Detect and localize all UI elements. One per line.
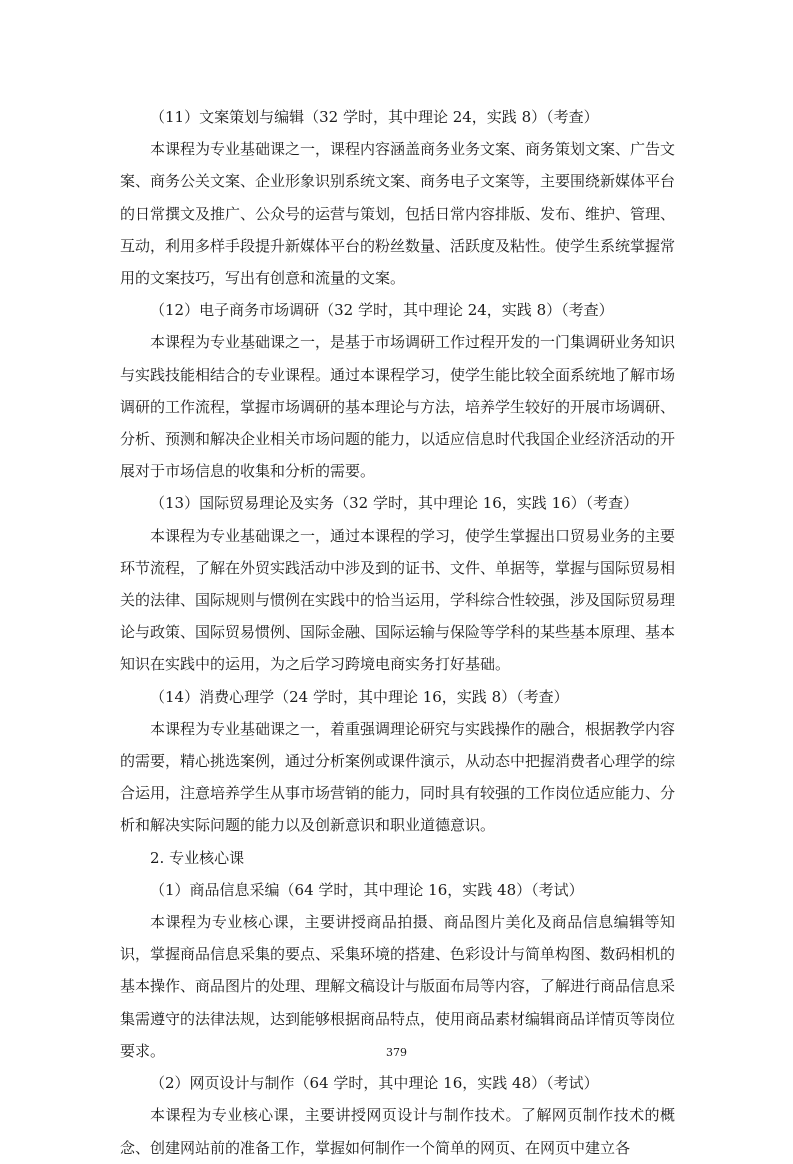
section-12-body: 本课程为专业基础课之一，是基于市场调研工作过程开发的一门集调研业务知识与实践技能相结合的专业课程。通过本课程学习，使学生能比较全面系统地了解市场调研的工作流程，掌握市场调研的基本理论与方法，培养学生较好的开展市场调研、分析、预测和解决企业相关市场问题的能力，以适应信息时代我国企业经济活动的开展对于市场信息的收集和分析的需要。 [120, 333, 676, 481]
section-13-title: （13）国际贸易理论及实务（32 学时，其中理论 16，实践 16）（考查） [150, 494, 639, 513]
core-section-1-title: （1）商品信息采编（64 学时，其中理论 16，实践 48）（考试） [150, 880, 584, 899]
document-body [120, 101, 675, 1164]
core-section-2-title: （2）网页设计与制作（64 学时，其中理论 16，实践 48）（考试） [150, 1074, 599, 1093]
section-14-body: 本课程为专业基础课之一，着重强调理论研究与实践操作的融合，根据教学内容的需要，精心挑选案例，通过分析案例或课件演示，从动态中把握消费者心理学的综合运用，注意培养学生从事市场营销的能力，同时具有较强的工作岗位适应能力、分析和解决实际问题的能力以及创新意识和职业道德意识。 [120, 719, 676, 835]
section-12-title: （12）电子商务市场调研（32 学时，其中理论 24，实践 8）（考查） [150, 301, 614, 320]
section-11-title: （11）文案策划与编辑（32 学时，其中理论 24，实践 8）（考查） [150, 108, 599, 126]
section-11-body: 本课程为专业基础课之一，课程内容涵盖商务业务文案、商务策划文案、广告文案、商务公关文案、企业形象识别系统文案、商务电子文案等，主要围绕新媒体平台的日常撰文及推广、公众号的运营与策划，包括日常内容排版、发布、维护、管理、互动，利用多样手段提升新媒体平台的粉丝数量、活跃度及粘性。使学生系统掌握常用的文案技巧，写出有创意和流量的文案。 [120, 140, 676, 288]
section-13-body: 本课程为专业基础课之一，通过本课程的学习，使学生掌握出口贸易业务的主要环节流程，了解在外贸实践活动中涉及到的证书、文件、单据等，掌握与国际贸易相关的法律、国际规则与惯例在实践中的恰当运用，学科综合性较强，涉及国际贸易理论与政策、国际贸易惯例、国际金融、国际运输与保险等学科的某些基本原理、基本知识在实践中的运用，为之后学习跨境电商实务打好基础。 [120, 526, 676, 674]
section-14-title: （14）消费心理学（24 学时，其中理论 16，实践 8）（考查） [150, 687, 569, 706]
core-section-2-body: 本课程为专业核心课，主要讲授网页设计与制作技术。了解网页制作技术的概念、创建网站前的准备工作，掌握如何制作一个简单的网页、在网页中建立各 [120, 1106, 675, 1157]
core-section-1-body: 本课程为专业核心课，主要讲授商品拍摄、商品图片美化及商品信息编辑等知识，掌握商品信息采集的要点、采集环境的搭建、色彩设计与简单构图、数码相机的基本操作、商品图片的处理、理解文稿设计与版面布局等内容，了解进行商品信息采集需遵守的法律法规，达到能够根据商品特点，使用商品素材编辑商品详情页等岗位要求。 [120, 913, 676, 1060]
page-number: 379 [386, 1046, 407, 1059]
core-courses-heading: 2. 专业核心课 [150, 848, 245, 867]
